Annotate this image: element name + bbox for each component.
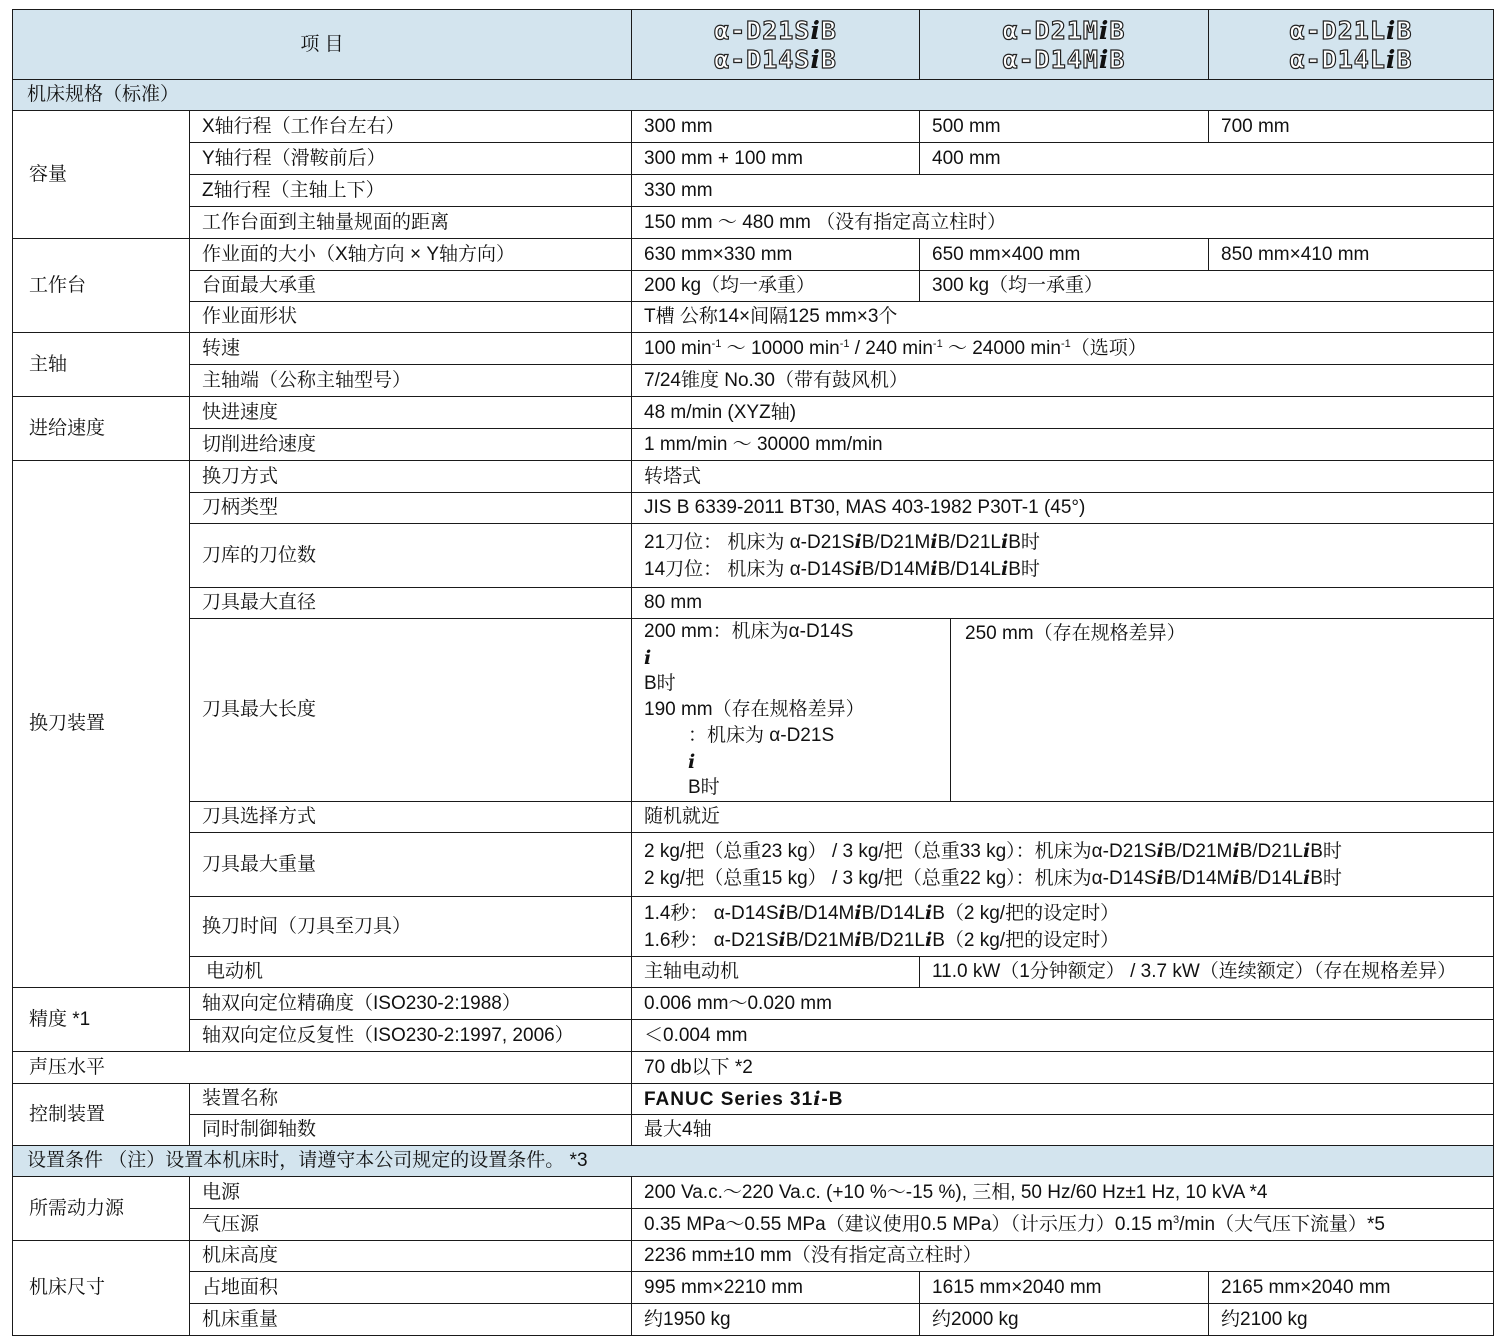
table-row — [13, 1084, 1494, 1115]
section-machine-spec: 机床规格（标准） — [13, 80, 1494, 111]
row-label: 机床重量 — [190, 1304, 632, 1336]
table-row: 换刀装置 换刀方式 转塔式 — [13, 461, 1494, 493]
category-motor: 电动机 — [190, 957, 632, 988]
row-label: 装置名称 — [190, 1084, 632, 1115]
tool-capacity-value: 21刀位： 机床为 α-D21SiB/D21MiB/D21LiB时 14刀位： 机床为 α-D14SiB/D14MiB/D14LiB时 — [632, 524, 1494, 588]
row-label: 快进速度 — [190, 397, 632, 429]
tool-change-time-value: 1.4秒： α-D14SiB/D14MiB/D14LiB（2 kg/把的设定时） 1.6秒： α-D21SiB/D21MiB/D21LiB（2 kg/把的设定时） — [632, 897, 1494, 957]
row-label: 刀具最大重量 — [190, 833, 632, 897]
category-noise: 声压水平 — [13, 1052, 632, 1084]
spindle-speed-value: 100 $\min^{-1}$ ～ 10000 $\min^{-1} / 240$ $\min^{-1}$ ～ 24000 $\min^{-1}$（选项） — [632, 333, 1494, 365]
row-label: 同时制御轴数 — [190, 1115, 632, 1146]
spec-table — [12, 9, 1494, 1336]
row-label: 轴双向定位精确度（ISO230-2:1988） — [190, 988, 632, 1020]
table-row: 刀具最大直径 80 mm — [13, 588, 1494, 619]
row-label: 作业面形状 — [190, 302, 632, 333]
row-label: 刀具选择方式 — [190, 802, 632, 833]
row-label: 切削进给速度 — [190, 429, 632, 461]
table-row — [13, 619, 1494, 802]
tool-weight-value: 2 kg/把（总重23 kg） / 3 kg/把（总重33 kg）：机床为α-D21SiB/D21MiB/D21LiB时 2 kg/把（总重15 kg） / 3 kg/把（总重22 kg）：机床为α-D14SiB/D14MiB/D14LiB时 — [632, 833, 1494, 897]
table-row: 工作台 作业面的大小（X轴方向 × Y轴方向） 630 mm×330 mm 650 mm×400 mm 850 mm×410 mm — [13, 239, 1494, 271]
row-label: 主轴电动机 — [632, 957, 920, 988]
model-header-m: α-D21MiB α-D14MiB — [920, 10, 1209, 80]
table-row: 同时制御轴数 最大4轴 — [13, 1115, 1494, 1146]
category-accuracy: 精度 *1 — [13, 988, 190, 1052]
table-row: 容量 X轴行程（工作台左右） 300 mm 500 mm 700 mm — [13, 111, 1494, 143]
row-label: 作业面的大小（X轴方向 × Y轴方向） — [190, 239, 632, 271]
table-row: 机床尺寸 机床高度 2236 mm±10 mm（没有指定高立柱时） — [13, 1241, 1494, 1272]
row-label: 转速 — [190, 333, 632, 365]
row-label: 换刀时间（刀具至刀具） — [190, 897, 632, 957]
table-row: 机床重量 约1950 kg 约2000 kg 约2100 kg — [13, 1304, 1494, 1336]
row-label: 轴双向定位反复性（ISO230-2:1997, 2006） — [190, 1020, 632, 1052]
air-supply-value: 0.35 MPa～0.55 MPa（建议使用0.5 MPa）（计示压力）0.15 $m^3/\min$（大气压下流量）*5 — [632, 1209, 1494, 1241]
category-power: 所需动力源 — [13, 1177, 190, 1241]
table-row — [13, 833, 1494, 897]
table-row: 刀具选择方式 随机就近 — [13, 802, 1494, 833]
row-label: 台面最大承重 — [190, 271, 632, 302]
tool-length-value: 200 mm：机床为α-D14S i B时 190 mm（存在规格差异） ：机床为 α-D21S i B时 250 mm（存在规格差异） — [632, 619, 1494, 802]
table-row: 作业面形状 T槽 公称14×间隔125 mm×3个 — [13, 302, 1494, 333]
header-row — [13, 10, 1494, 80]
row-label: 刀柄类型 — [190, 493, 632, 524]
table-row — [13, 897, 1494, 957]
table-row: 电动机 主轴电动机 11.0 kW（1分钟额定） / 3.7 kW（连续额定）（存在规格差异） — [13, 957, 1494, 988]
table-row: 切削进给速度 1 mm/min ～ 30000 mm/min — [13, 429, 1494, 461]
category-dims: 机床尺寸 — [13, 1241, 190, 1336]
model-header-s: α-D21SiB α-D14SiB — [632, 10, 920, 80]
table-row: 占地面积 995 mm×2210 mm 1615 mm×2040 mm 2165 mm×2040 mm — [13, 1272, 1494, 1304]
row-label: Z轴行程（主轴上下） — [190, 175, 632, 207]
category-control: 控制装置 — [13, 1084, 190, 1146]
table-row: Z轴行程（主轴上下） 330 mm — [13, 175, 1494, 207]
table-row — [13, 1209, 1494, 1241]
table-row: 工作台面到主轴量规面的距离 150 mm ～ 480 mm （没有指定高立柱时） — [13, 207, 1494, 239]
row-label: Y轴行程（滑鞍前后） — [190, 143, 632, 175]
table-row: 进给速度 快进速度 48 m/min (XYZ轴) — [13, 397, 1494, 429]
table-row — [13, 333, 1494, 365]
section-install: 设置条件 （注）设置本机床时，请遵守本公司规定的设置条件。 *3 — [13, 1146, 1494, 1177]
table-row: 刀柄类型 JIS B 6339-2011 BT30, MAS 403-1982 P30T-1 (45°) — [13, 493, 1494, 524]
row-label: 换刀方式 — [190, 461, 632, 493]
control-name-value: FANUC Series 31i-B — [632, 1084, 1494, 1115]
row-label: 占地面积 — [190, 1272, 632, 1304]
table-row: 所需动力源 电源 200 Va.c.～220 Va.c. (+10 %～-15 %), 三相, 50 Hz/60 Hz±1 Hz, 10 kVA *4 — [13, 1177, 1494, 1209]
row-label: 刀库的刀位数 — [190, 524, 632, 588]
row-label: 刀具最大长度 — [190, 619, 632, 802]
category-table: 工作台 — [13, 239, 190, 333]
table-row: 台面最大承重 200 kg（均一承重） 300 kg（均一承重） — [13, 271, 1494, 302]
table-row — [13, 524, 1494, 588]
row-label: 工作台面到主轴量规面的距离 — [190, 207, 632, 239]
row-label: 机床高度 — [190, 1241, 632, 1272]
table-row: 声压水平 70 db以下 *2 — [13, 1052, 1494, 1084]
table-row: 精度 *1 轴双向定位精确度（ISO230-2:1988） 0.006 mm～0.020 mm — [13, 988, 1494, 1020]
row-label: 气压源 — [190, 1209, 632, 1241]
row-label: 主轴端（公称主轴型号） — [190, 365, 632, 397]
table-row: Y轴行程（滑鞍前后） 300 mm + 100 mm 400 mm — [13, 143, 1494, 175]
category-capacity: 容量 — [13, 111, 190, 239]
row-label: X轴行程（工作台左右） — [190, 111, 632, 143]
table-row: 主轴端（公称主轴型号） 7/24锥度 No.30（带有鼓风机） — [13, 365, 1494, 397]
model-header-l: α-D21LiB α-D14LiB — [1209, 10, 1494, 80]
category-spindle: 主轴 — [13, 333, 190, 397]
table-row: 轴双向定位反复性（ISO230-2:1997, 2006） ＜0.004 mm — [13, 1020, 1494, 1052]
category-feed: 进给速度 — [13, 397, 190, 461]
category-atc: 换刀装置 — [13, 461, 190, 988]
item-header: 项 目 — [13, 10, 632, 80]
row-label: 电源 — [190, 1177, 632, 1209]
row-label: 刀具最大直径 — [190, 588, 632, 619]
